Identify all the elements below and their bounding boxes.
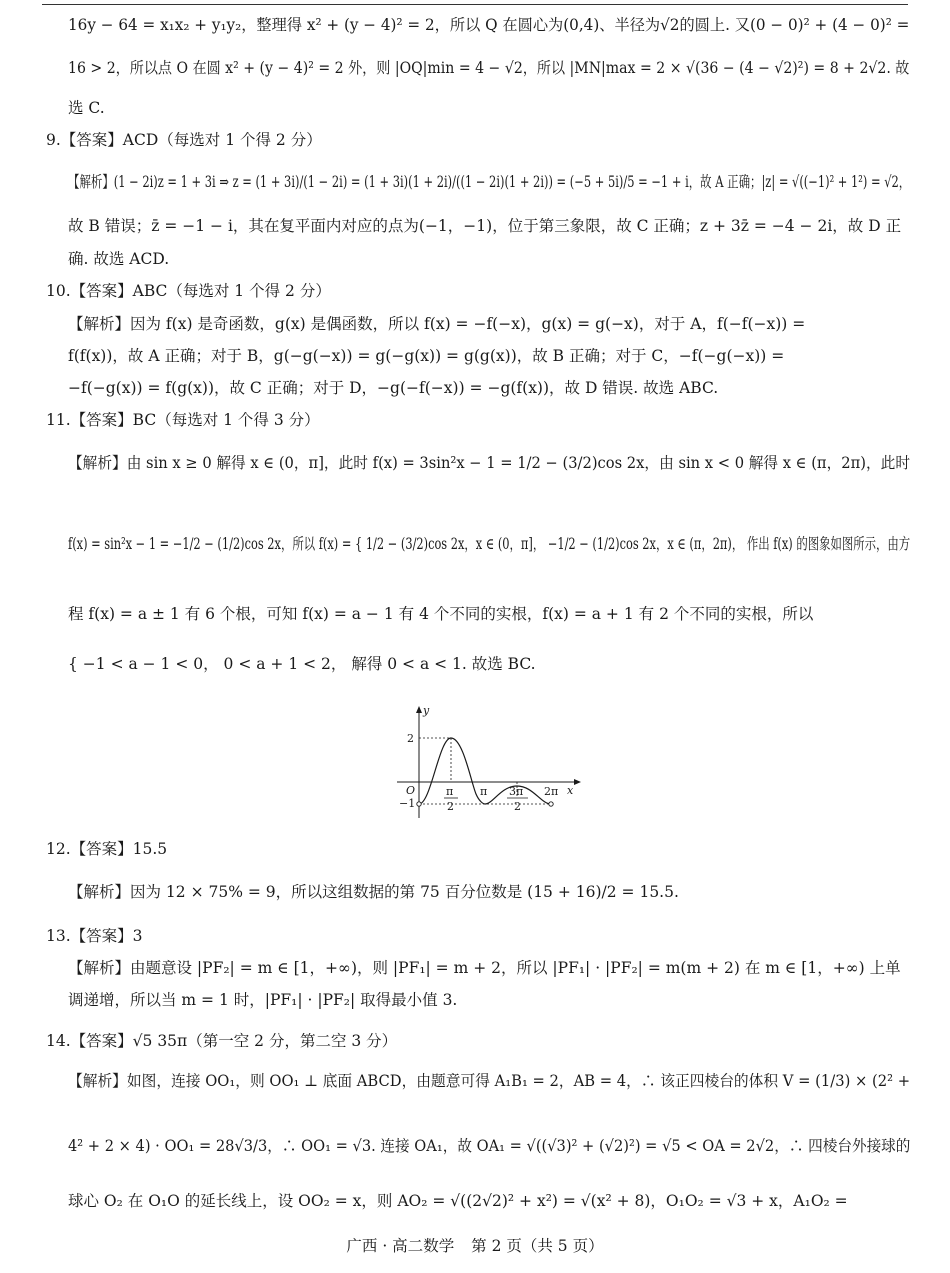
text-line: 【解析】由 sin x ≥ 0 解得 x ∈ (0，π]，此时 f(x) = 3sin²x − 1 = 1/2 − (3/2)cos 2x，由 sin x < 0 解得 x ∈ (π，2π)，此时 <box>68 454 911 472</box>
text-line: 选 C. <box>68 99 105 117</box>
x-2pi-label: 2π <box>544 785 559 798</box>
x-3pi-half-denominator: 2 <box>514 800 521 813</box>
top-rule <box>42 4 908 5</box>
y-axis-label: y <box>423 704 430 717</box>
text-line: 故 B 错误；z̄ = −1 − i，其在复平面内对应的点为(−1，−1)，位于第三象限，故 C 正确；z + 3z̄ = −4 − 2i，故 D 正 <box>68 217 902 235</box>
text-line: 程 f(x) = a ± 1 有 6 个根，可知 f(x) = a − 1 有 4 个不同的实根，f(x) = a + 1 有 2 个不同的实根，所以 <box>68 605 814 623</box>
x-3pi-half-numerator: 3π <box>509 785 524 798</box>
answer-13: 13.【答案】3 <box>46 927 143 945</box>
x-half-pi-numerator: π <box>446 785 454 798</box>
text-line: 【解析】因为 12 × 75% = 9，所以这组数据的第 75 百分位数是 (15 + 16)/2 = 15.5. <box>68 883 679 901</box>
text-line: { −1 < a − 1 < 0， 0 < a + 1 < 2， 解得 0 < a < 1. 故选 BC. <box>68 655 536 673</box>
text-line: f(x) = sin²x − 1 = −1/2 − (1/2)cos 2x，所以 f(x) = { 1/2 − (3/2)cos 2x，x ∈ (0，π]， −1/2 − (1/2)cos 2x，x ∈ (π，2π)， 作出 f(x) 的图象如图所示，由方 <box>68 535 911 553</box>
text-line: −f(−g(x)) = f(g(x))，故 C 正确；对于 D，−g(−f(−x)) = −g(f(x))，故 D 错误. 故选 ABC. <box>68 379 719 397</box>
answer-11: 11.【答案】BC（每选对 1 个得 3 分） <box>46 411 320 429</box>
x-axis-arrow <box>574 779 581 785</box>
text-line: 【解析】如图，连接 OO₁，则 OO₁ ⊥ 底面 ABCD，由题意可得 A₁B₁ = 2，AB = 4，∴ 该正四棱台的体积 V = (1/3) × (2² + <box>68 1072 911 1090</box>
x-axis-label: x <box>567 784 574 797</box>
answer-10: 10.【答案】ABC（每选对 1 个得 2 分） <box>46 282 331 300</box>
text-line: 确. 故选 ACD. <box>68 250 170 268</box>
open-endpoint-end <box>549 802 553 806</box>
y-max-label: 2 <box>407 732 414 745</box>
text-line: 球心 O₂ 在 O₁O 的延长线上，设 OO₂ = x，则 AO₂ = √((2√2)² + x²) = √(x² + 8)，O₁O₂ = √3 + x，A₁O₂ = <box>68 1192 848 1210</box>
answer-9: 9.【答案】ACD（每选对 1 个得 2 分） <box>46 131 322 149</box>
y-axis-arrow <box>416 706 422 713</box>
x-pi-label: π <box>480 785 488 798</box>
origin-label: O <box>406 784 416 797</box>
text-line: 4² + 2 × 4) · OO₁ = 28√3/3，∴ OO₁ = √3. 连接 OA₁，故 OA₁ = √((√3)² + (√2)²) = √5 < OA = 2√2，∴ 四棱台外接球的 <box>68 1137 911 1155</box>
footer-page-number: 第 2 页（共 5 页） <box>471 1237 604 1255</box>
open-endpoint-start <box>417 802 421 806</box>
function-graph <box>395 704 585 822</box>
x-half-pi-denominator: 2 <box>447 800 454 813</box>
answer-12: 12.【答案】15.5 <box>46 840 168 858</box>
footer-region: 广西 · 高二数学 <box>346 1237 455 1255</box>
answer-14: 14.【答案】√5 35π（第一空 2 分，第二空 3 分） <box>46 1032 398 1050</box>
text-line: f(f(x))，故 A 正确；对于 B，g(−g(−x)) = g(−g(x)) = g(g(x))，故 B 正确；对于 C，−f(−g(−x)) = <box>68 347 785 365</box>
text-line: 【解析】(1 − 2i)z = 1 + 3i ⇒ z = (1 + 3i)/(1 − 2i) = (1 + 3i)(1 + 2i)/((1 − 2i)(1 + 2i)) = (−5 + 5i)/5 = −1 + i，故 A 正确；|z| = √((−1)² + 1²) = √2， <box>68 173 911 191</box>
text-line: 16y − 64 = x₁x₂ + y₁y₂，整理得 x² + (y − 4)² = 2，所以 Q 在圆心为(0,4)、半径为√2的圆上. 又(0 − 0)² + (4 − 0)² = <box>68 16 910 34</box>
text-line: 【解析】由题意设 |PF₂| = m ∈ [1，+∞)，则 |PF₁| = m + 2，所以 |PF₁| · |PF₂| = m(m + 2) 在 m ∈ [1，+∞) 上单 <box>68 959 901 977</box>
text-line: 16 > 2，所以点 O 在圆 x² + (y − 4)² = 2 外，则 |OQ|min = 4 − √2，所以 |MN|max = 2 × √(36 − (4 − √2)²) = 8 + 2√2. 故 <box>68 59 910 77</box>
text-line: 【解析】因为 f(x) 是奇函数，g(x) 是偶函数，所以 f(x) = −f(−x)，g(x) = g(−x)，对于 A，f(−f(−x)) = <box>68 315 806 333</box>
text-line: 调递增，所以当 m = 1 时，|PF₁| · |PF₂| 取得最小值 3. <box>68 991 458 1009</box>
y-min-label: −1 <box>399 797 416 810</box>
page-footer <box>0 1234 950 1256</box>
